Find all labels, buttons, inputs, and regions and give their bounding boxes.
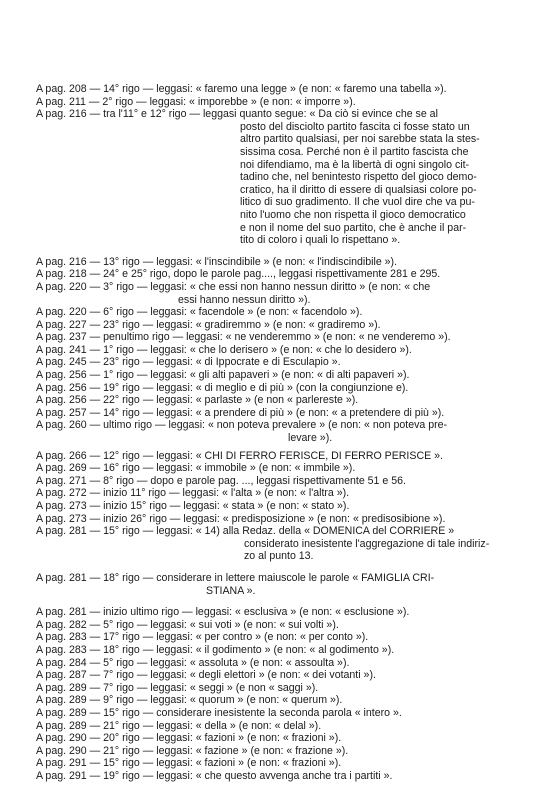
errata-continuation-line: sissima cosa. Perché non è il partito fascista che bbox=[240, 145, 469, 158]
errata-entry bbox=[36, 407, 516, 420]
errata-page bbox=[36, 83, 516, 782]
errata-entry bbox=[36, 96, 516, 109]
errata-entry bbox=[36, 500, 516, 513]
errata-line: A pag. 281 — 15° rigo — leggasi: « 14) alla Redaz. della « DOMENICA del CORRIERE » bbox=[36, 525, 455, 538]
errata-line: A pag. 256 — 1° rigo — leggasi: « gli alti papaveri » (e non: « di alti papaveri »). bbox=[36, 369, 410, 382]
errata-continuation-line: litico di suo gradimento. Il che vuol dire che va pu- bbox=[240, 196, 475, 209]
errata-continuation-line: zo al punto 13. bbox=[244, 550, 314, 563]
errata-line: A pag. 269 — 16° rigo — leggasi: « immobile » (e non: « immbile »). bbox=[36, 462, 356, 475]
errata-entry bbox=[36, 331, 516, 344]
errata-continuation-line: STIANA ». bbox=[206, 584, 256, 597]
errata-line: A pag. 218 — 24° e 25° rigo, dopo le parole pag...., leggasi rispettivamente 281 e 295. bbox=[36, 268, 441, 281]
errata-continuation-line: essi hanno nessun diritto »). bbox=[178, 293, 311, 306]
errata-line: A pag. 291 — 15° rigo — leggasi: « fazioni » (e non: « frazioni »). bbox=[36, 757, 342, 770]
errata-entry bbox=[36, 669, 516, 682]
errata-entry bbox=[36, 419, 516, 444]
errata-continuation-line: altro partito qualsiasi, per noi sarebbe stata la stes- bbox=[240, 133, 480, 146]
errata-line: A pag. 289 — 7° rigo — leggasi: « seggi » (e non « saggi »). bbox=[36, 681, 319, 694]
errata-continuation-line: tadino che, nel benintesto rispetto del gioco demo- bbox=[240, 171, 477, 184]
errata-continuation-line: considerato inesistente l'aggregazione di tale indiriz- bbox=[244, 537, 490, 550]
errata-line: A pag. 284 — 5° rigo — leggasi: « assoluta » (e non: « assoulta »). bbox=[36, 656, 350, 669]
errata-line: A pag. 287 — 7° rigo — leggasi: « degli elettori » (e non: « dei votanti »). bbox=[36, 669, 376, 682]
errata-line: A pag. 257 — 14° rigo — leggasi: « a prendere di più » (e non: « a pretendere di più »). bbox=[36, 406, 445, 419]
errata-entry bbox=[36, 356, 516, 369]
errata-line: A pag. 289 — 9° rigo — leggasi: « quorum » (e non: « querum »). bbox=[36, 694, 343, 707]
errata-line: A pag. 211 — 2° rigo — leggasi: « imporebbe » (e non: « imporre »). bbox=[36, 95, 356, 108]
errata-continuation-line: e non il nome del suo partito, che è anche il par- bbox=[240, 221, 467, 234]
errata-line: A pag. 283 — 18° rigo — leggasi: « il godimento » (e non: « al godimento »). bbox=[36, 643, 395, 656]
errata-line: A pag. 271 — 8° rigo — dopo e parole pag. ..., leggasi rispettivamente 51 e 56. bbox=[36, 474, 406, 487]
errata-entry bbox=[36, 606, 516, 619]
errata-entry bbox=[36, 462, 516, 475]
errata-line: A pag. 289 — 15° rigo — considerare inesistente la seconda parola « intero ». bbox=[36, 706, 402, 719]
errata-line: A pag. 291 — 19° rigo — leggasi: « che questo avvenga anche tra i partiti ». bbox=[36, 769, 393, 782]
errata-entry bbox=[36, 382, 516, 395]
errata-line: A pag. 273 — inizio 15° rigo — leggasi: « stata » (e non: « stato »). bbox=[36, 500, 350, 512]
errata-entry bbox=[36, 344, 516, 357]
errata-continuation-line: levare »). bbox=[288, 432, 333, 445]
errata-line: A pag. 273 — inizio 26° rigo — leggasi: « predisposizione » (e non: « predisosibione »). bbox=[36, 512, 446, 525]
errata-line: A pag. 290 — 21° rigo — leggasi: « fazione » (e non: « frazione »). bbox=[36, 744, 349, 757]
errata-entry bbox=[36, 644, 516, 657]
errata-entry bbox=[36, 475, 516, 488]
errata-entry bbox=[36, 619, 516, 632]
errata-line: A pag. 208 — 14° rigo — leggasi: « faremo una legge » (e non: « faremo una tabella »). bbox=[36, 83, 447, 95]
errata-entry bbox=[36, 707, 516, 720]
errata-line: A pag. 290 — 20° rigo — leggasi: « fazioni » (e non: « frazioni »). bbox=[36, 732, 342, 745]
errata-entry bbox=[36, 525, 516, 563]
errata-continuation-line: tito di coloro i quali lo rispettano ». bbox=[240, 234, 401, 247]
errata-entry bbox=[36, 631, 516, 644]
errata-continuation-line: posto del disciolto partito fascita ci fosse stato un bbox=[240, 120, 470, 133]
errata-entry bbox=[36, 694, 516, 707]
errata-line: A pag. 256 — 19° rigo — leggasi: « di meglio e di più » (con la congiunzione e). bbox=[36, 381, 409, 394]
errata-entry bbox=[36, 572, 516, 597]
errata-entry bbox=[36, 369, 516, 382]
errata-entry bbox=[36, 319, 516, 332]
errata-entry bbox=[36, 657, 516, 670]
errata-entry bbox=[36, 450, 516, 463]
errata-line: A pag. 220 — 6° rigo — leggasi: « facendole » (e non: « facendolo »). bbox=[36, 306, 363, 319]
errata-entry bbox=[36, 513, 516, 526]
errata-entry bbox=[36, 268, 516, 281]
errata-entry bbox=[36, 770, 516, 783]
errata-entry bbox=[36, 281, 516, 306]
errata-entry bbox=[36, 732, 516, 745]
errata-line: A pag. 216 — 13° rigo — leggasi: « l'inscindibile » (e non: « l'indiscindibile »). bbox=[36, 255, 398, 268]
errata-entry bbox=[36, 682, 516, 695]
errata-continuation-line: noi difendiamo, ma è la libertà di ogni singolo cit- bbox=[240, 158, 470, 171]
errata-line: A pag. 216 — tra l'11° e 12° rigo — leggasi quanto segue: « Da ciò si evince che se al bbox=[36, 108, 438, 121]
errata-entry bbox=[36, 306, 516, 319]
errata-line: A pag. 227 — 23° rigo — leggasi: « gradiremmo » (e non: « gradiremo »). bbox=[36, 318, 381, 331]
errata-line: A pag. 260 — ultimo rigo — leggasi: « non poteva prevalere » (e non: « non poteva pre- bbox=[36, 419, 448, 432]
errata-entry bbox=[36, 757, 516, 770]
errata-entry bbox=[36, 745, 516, 758]
errata-entry bbox=[36, 720, 516, 733]
errata-entry bbox=[36, 487, 516, 500]
errata-line: A pag. 283 — 17° rigo — leggasi: « per contro » (e non: « per conto »). bbox=[36, 631, 369, 644]
errata-entry bbox=[36, 394, 516, 407]
errata-line: A pag. 266 — 12° rigo — leggasi: « CHI DI FERRO FERISCE, DI FERRO PERISCE ». bbox=[36, 449, 443, 462]
errata-line: A pag. 282 — 5° rigo — leggasi: « sui voti » (e non: « sui volti »). bbox=[36, 618, 339, 631]
errata-line: A pag. 220 — 3° rigo — leggasi: « che essi non hanno nessun diritto » (e non: « che bbox=[36, 280, 431, 293]
errata-entry bbox=[36, 83, 516, 96]
errata-continuation-line: nito l'uomo che non rispetta il gioco democratico bbox=[240, 208, 466, 221]
errata-entry bbox=[36, 108, 516, 247]
errata-line: A pag. 241 — 1° rigo — leggasi: « che lo derisero » (e non: « che lo desidero »). bbox=[36, 343, 412, 356]
errata-line: A pag. 281 — inizio ultimo rigo — leggasi: « esclusiva » (e non: « esclusione »). bbox=[36, 606, 410, 619]
errata-line: A pag. 245 — 23° rigo — leggasi: « di Ippocrate e di Esculapio ». bbox=[36, 356, 341, 369]
errata-line: A pag. 272 — inizio 11° rigo — leggasi: « l'alta » (e non: « l'altra »). bbox=[36, 487, 350, 500]
errata-line: A pag. 281 — 18° rigo — considerare in lettere maiuscole le parole « FAMIGLIA CRI- bbox=[36, 571, 435, 584]
errata-entry bbox=[36, 256, 516, 269]
errata-line: A pag. 237 — penultimo rigo — leggasi: « ne venderemmo » (e non: « ne venderemo »). bbox=[36, 331, 451, 344]
errata-continuation-line: cratico, ha il diritto di essere di qualsiasi colore po- bbox=[240, 183, 477, 196]
errata-line: A pag. 289 — 21° rigo — leggasi: « della » (e non: « delal »). bbox=[36, 719, 322, 732]
errata-line: A pag. 256 — 22° rigo — leggasi: « parlaste » (e non « parlereste »). bbox=[36, 394, 359, 407]
